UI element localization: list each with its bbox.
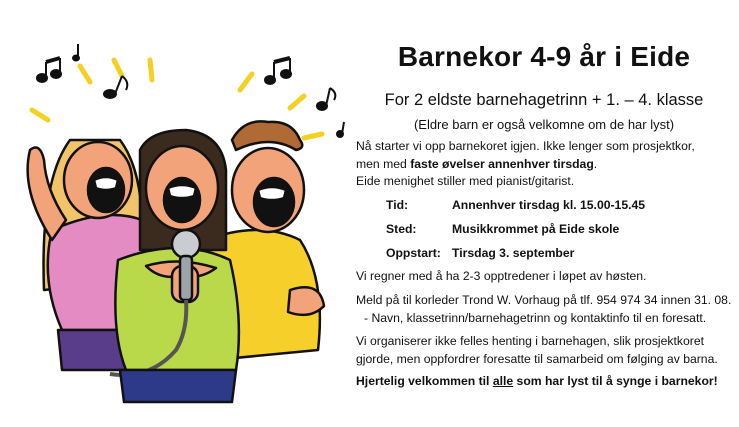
welcome-text: [356, 373, 734, 391]
intro-line-2-start: men med: [356, 156, 411, 171]
music-notes: [37, 44, 344, 137]
place-label: Sted:: [386, 222, 417, 236]
signup-detail: - Navn, klassetrinn/barnehagetrinn og kontaktinfo til en foresatt.: [364, 311, 707, 325]
target-group: For 2 eldste barnehagetrinn + 1. – 4. klasse: [384, 91, 704, 109]
choir-illustration: [0, 30, 352, 410]
intro-line-3: Eide menighet stiller med pianist/gitarist.: [356, 174, 575, 188]
page-title: Barnekor 4-9 år i Eide: [397, 41, 691, 72]
place-value: Musikkrommet på Eide skole: [452, 222, 620, 236]
intro-paragraph: [356, 138, 734, 191]
welcome-end: som har lyst til å synge i barnekor!: [513, 374, 718, 388]
welcome-start: Hjertelig velkommen til: [356, 374, 493, 388]
signup-text: Meld på til korleder Trond W. Vorhaug på tlf. 954 974 34 innen 31. 08.: [356, 293, 732, 307]
time-label: Tid:: [386, 198, 409, 212]
time-value: Annenhver tirsdag kl. 15.00-15.45: [452, 198, 646, 212]
intro-line-1: Nå starter vi opp barnekoret igjen. Ikke lenger som prosjektkor,: [356, 139, 695, 153]
intro-highlight: faste øvelser annenhver tirsdag: [410, 156, 594, 171]
intro-line-2-end: .: [593, 156, 598, 171]
start-label: Oppstart:: [386, 246, 441, 260]
welcome-underlined: alle: [492, 374, 514, 388]
organization-line-1: Vi organiserer ikke felles henting i barnehagen, slik prosjektkoret: [356, 334, 704, 348]
performances-text: Vi regner med å ha 2-3 opptredener i løpet av høsten.: [356, 269, 647, 283]
organization-paragraph: [356, 333, 734, 368]
start-value: Tirsdag 3. september: [452, 246, 575, 260]
organization-line-2: gjorde, men oppfordrer foresatte til samarbeid om følging av barna.: [356, 351, 718, 366]
older-children-note: (Eldre barn er også velkomne om de har lyst): [413, 117, 675, 132]
